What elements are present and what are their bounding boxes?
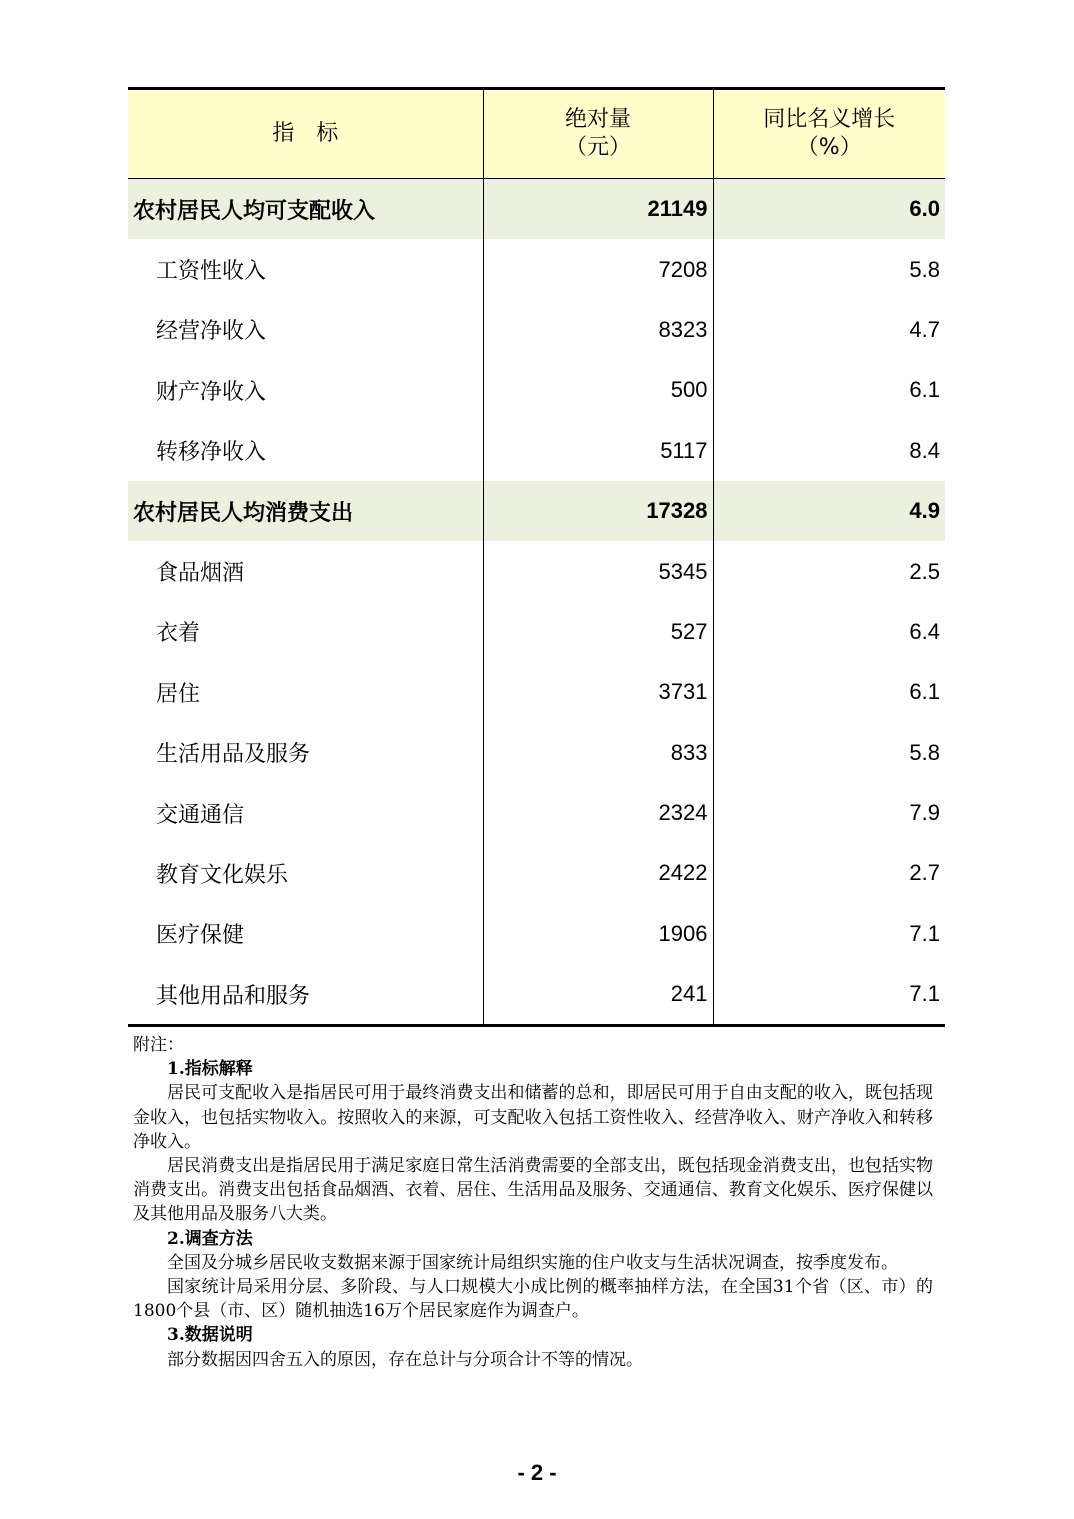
- row-value: 1906: [483, 904, 713, 964]
- table-row: [128, 843, 945, 903]
- row-label: 财产净收入: [156, 379, 267, 405]
- row-growth: 5.8: [713, 723, 945, 783]
- income-expenditure-table: [128, 87, 945, 1027]
- header-growth: [713, 89, 945, 179]
- row-value: 5345: [483, 541, 713, 601]
- table-row: [128, 904, 945, 964]
- row-value: 500: [483, 360, 713, 420]
- row-value: 8323: [483, 300, 713, 360]
- table-row: [128, 239, 945, 299]
- row-label: 食品烟酒: [156, 561, 245, 587]
- row-growth: 2.5: [713, 541, 945, 601]
- table-row: [128, 964, 945, 1026]
- table-row: [128, 662, 945, 722]
- row-growth: 6.1: [713, 360, 945, 420]
- row-label: 经营净收入: [156, 319, 267, 345]
- row-growth: 6.0: [713, 179, 945, 240]
- row-growth: 5.8: [713, 239, 945, 299]
- notes-section-2-title: 2.调查方法: [167, 1228, 253, 1249]
- row-value: 5117: [483, 421, 713, 481]
- row-growth: 4.7: [713, 300, 945, 360]
- row-label: 生活用品及服务: [156, 742, 311, 768]
- notes-title: 附注：: [133, 1035, 184, 1055]
- row-growth: 7.9: [713, 783, 945, 843]
- row-value: 21149: [483, 179, 713, 240]
- row-label: 农村居民人均可支配收入: [128, 179, 483, 240]
- table-group-row: [128, 481, 945, 541]
- header-absolute-unit: （元）: [564, 135, 631, 160]
- row-growth: 6.4: [713, 602, 945, 662]
- row-label: 交通通信: [156, 802, 245, 828]
- row-label: 转移净收入: [156, 440, 267, 466]
- row-value: 833: [483, 723, 713, 783]
- table-body: [128, 179, 945, 1026]
- row-value: 7208: [483, 239, 713, 299]
- row-label: 其他用品和服务: [128, 964, 483, 1026]
- row-growth: 4.9: [713, 481, 945, 541]
- table-row: [128, 602, 945, 662]
- row-growth: 8.4: [713, 421, 945, 481]
- row-value: 17328: [483, 481, 713, 541]
- table-group-row: [128, 179, 945, 240]
- notes-section-2-para-1: 全国及分城乡居民收支数据来源于国家统计局组织实施的住户收支与生活状况调查，按季度发布。: [167, 1252, 898, 1273]
- table-header-row: [128, 89, 945, 179]
- table-row: [128, 360, 945, 420]
- row-label: 农村居民人均消费支出: [128, 481, 483, 541]
- header-absolute: [483, 89, 713, 179]
- notes-section-1-para-1: 居民可支配收入是指居民可用于最终消费支出和储蓄的总和，即居民可用于自由支配的收入，既包括现金收入，也包括实物收入。按照收入的来源，可支配收入包括工资性收入、经营净收入、财产净收入和转移净收入。: [133, 1083, 933, 1152]
- row-label: 医疗保健: [156, 923, 245, 949]
- row-growth: 7.1: [713, 964, 945, 1026]
- notes-section: [133, 1033, 933, 1372]
- page-number: - 2 -: [517, 1460, 557, 1485]
- table-row: [128, 300, 945, 360]
- table-row: [128, 723, 945, 783]
- table-row: [128, 421, 945, 481]
- row-value: 527: [483, 602, 713, 662]
- row-label: 衣着: [156, 621, 201, 647]
- notes-section-1-para-2: 居民消费支出是指居民用于满足家庭日常生活消费需要的全部支出，既包括现金消费支出，也包括实物消费支出。消费支出包括食品烟酒、衣着、居住、生活用品及服务、交通通信、教育文化娱乐、医疗保健以及其他用品及服务八大类。: [133, 1156, 933, 1225]
- row-value: 2324: [483, 783, 713, 843]
- row-value: 241: [483, 964, 713, 1026]
- notes-section-1-title: 1.指标解释: [167, 1059, 253, 1080]
- row-value: 3731: [483, 662, 713, 722]
- notes-section-2-para-2: 国家统计局采用分层、多阶段、与人口规模大小成比例的概率抽样方法，在全国31个省（区、市）的1800个县（市、区）随机抽选16万个居民家庭作为调查户。: [133, 1277, 933, 1322]
- row-growth: 2.7: [713, 843, 945, 903]
- notes-section-3-title: 3.数据说明: [167, 1325, 253, 1346]
- header-absolute-label: 绝对量: [564, 107, 631, 132]
- row-label: 工资性收入: [156, 259, 267, 285]
- header-growth-unit: （%）: [796, 135, 862, 160]
- row-value: 2422: [483, 843, 713, 903]
- row-label: 教育文化娱乐: [156, 862, 289, 888]
- row-growth: 7.1: [713, 904, 945, 964]
- notes-section-3-para-1: 部分数据因四舍五入的原因，存在总计与分项合计不等的情况。: [167, 1349, 643, 1370]
- header-indicator: 指 标: [128, 89, 483, 179]
- table-row: [128, 783, 945, 843]
- table-row: [128, 541, 945, 601]
- row-growth: 6.1: [713, 662, 945, 722]
- header-growth-label: 同比名义增长: [763, 107, 896, 132]
- row-label: 居住: [156, 681, 201, 707]
